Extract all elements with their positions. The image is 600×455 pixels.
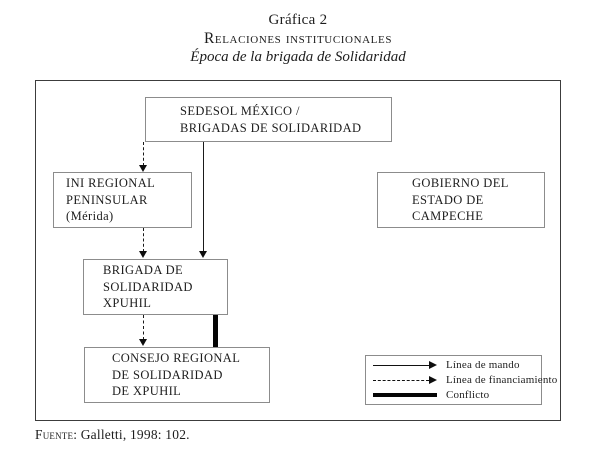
connector-sedesol-to-brigada-solid [203, 142, 204, 252]
legend-label: Línea de financiamiento [446, 374, 558, 386]
source-citation: : Galletti, 1998: 102. [73, 427, 190, 442]
node-label-line: BRIGADAS DE SOLIDARIDAD [180, 120, 362, 135]
connector-ini-to-brigada-dashed [143, 228, 144, 252]
source-label: Fuente [35, 427, 74, 442]
legend-label: Conflicto [446, 389, 490, 401]
connector-sedesol-to-ini-dashed [143, 142, 144, 166]
solid-arrow-icon [373, 361, 439, 369]
figure-number: Gráfica 2 [268, 12, 328, 28]
node-label-line: PENINSULAR [66, 192, 148, 207]
legend-item-linea-de-mando [373, 359, 541, 371]
node-label-line: SOLIDARIDAD [103, 279, 193, 294]
node-label-line: DE XPUHIL [112, 384, 182, 399]
node-ini-regional [53, 172, 192, 228]
figure-title-block [35, 11, 561, 66]
legend [365, 355, 558, 405]
node-consejo-regional [84, 347, 270, 403]
connector-brigada-to-consejo-conflict [213, 315, 218, 347]
node-label-line: DE SOLIDARIDAD [112, 367, 223, 382]
figure-subtitle: Época de la brigada de Solidaridad [190, 49, 406, 65]
node-label-line: GOBIERNO DEL [412, 176, 509, 191]
source-note [35, 427, 190, 443]
connector-brigada-to-consejo-dashed [143, 315, 144, 340]
thick-line-icon [373, 393, 439, 397]
node-label-line: CAMPECHE [412, 209, 484, 224]
legend-label: Línea de mando [446, 359, 520, 371]
figure-title: Relaciones institucionales [203, 30, 393, 47]
node-label-line: CONSEJO REGIONAL [112, 351, 241, 366]
node-gobierno-campeche [377, 172, 545, 228]
arrowhead-down-icon [139, 339, 147, 346]
node-label-line: (Mérida) [66, 209, 114, 224]
legend-item-linea-de-financiamiento [373, 374, 558, 386]
arrowhead-down-icon [139, 251, 147, 258]
node-label-line: SEDESOL MÉXICO / [180, 104, 300, 118]
node-label-line: INI REGIONAL [66, 176, 156, 191]
arrowhead-down-icon [139, 165, 147, 172]
node-brigada-xpuhil [83, 259, 228, 315]
arrowhead-down-icon [199, 251, 207, 258]
node-label-line: ESTADO DE [412, 192, 484, 207]
node-label-line: XPUHIL [103, 296, 152, 311]
legend-item-conflicto [373, 389, 541, 401]
node-label-line: BRIGADA DE [103, 263, 184, 278]
node-sedesol [145, 97, 392, 142]
dashed-arrow-icon [373, 376, 439, 384]
